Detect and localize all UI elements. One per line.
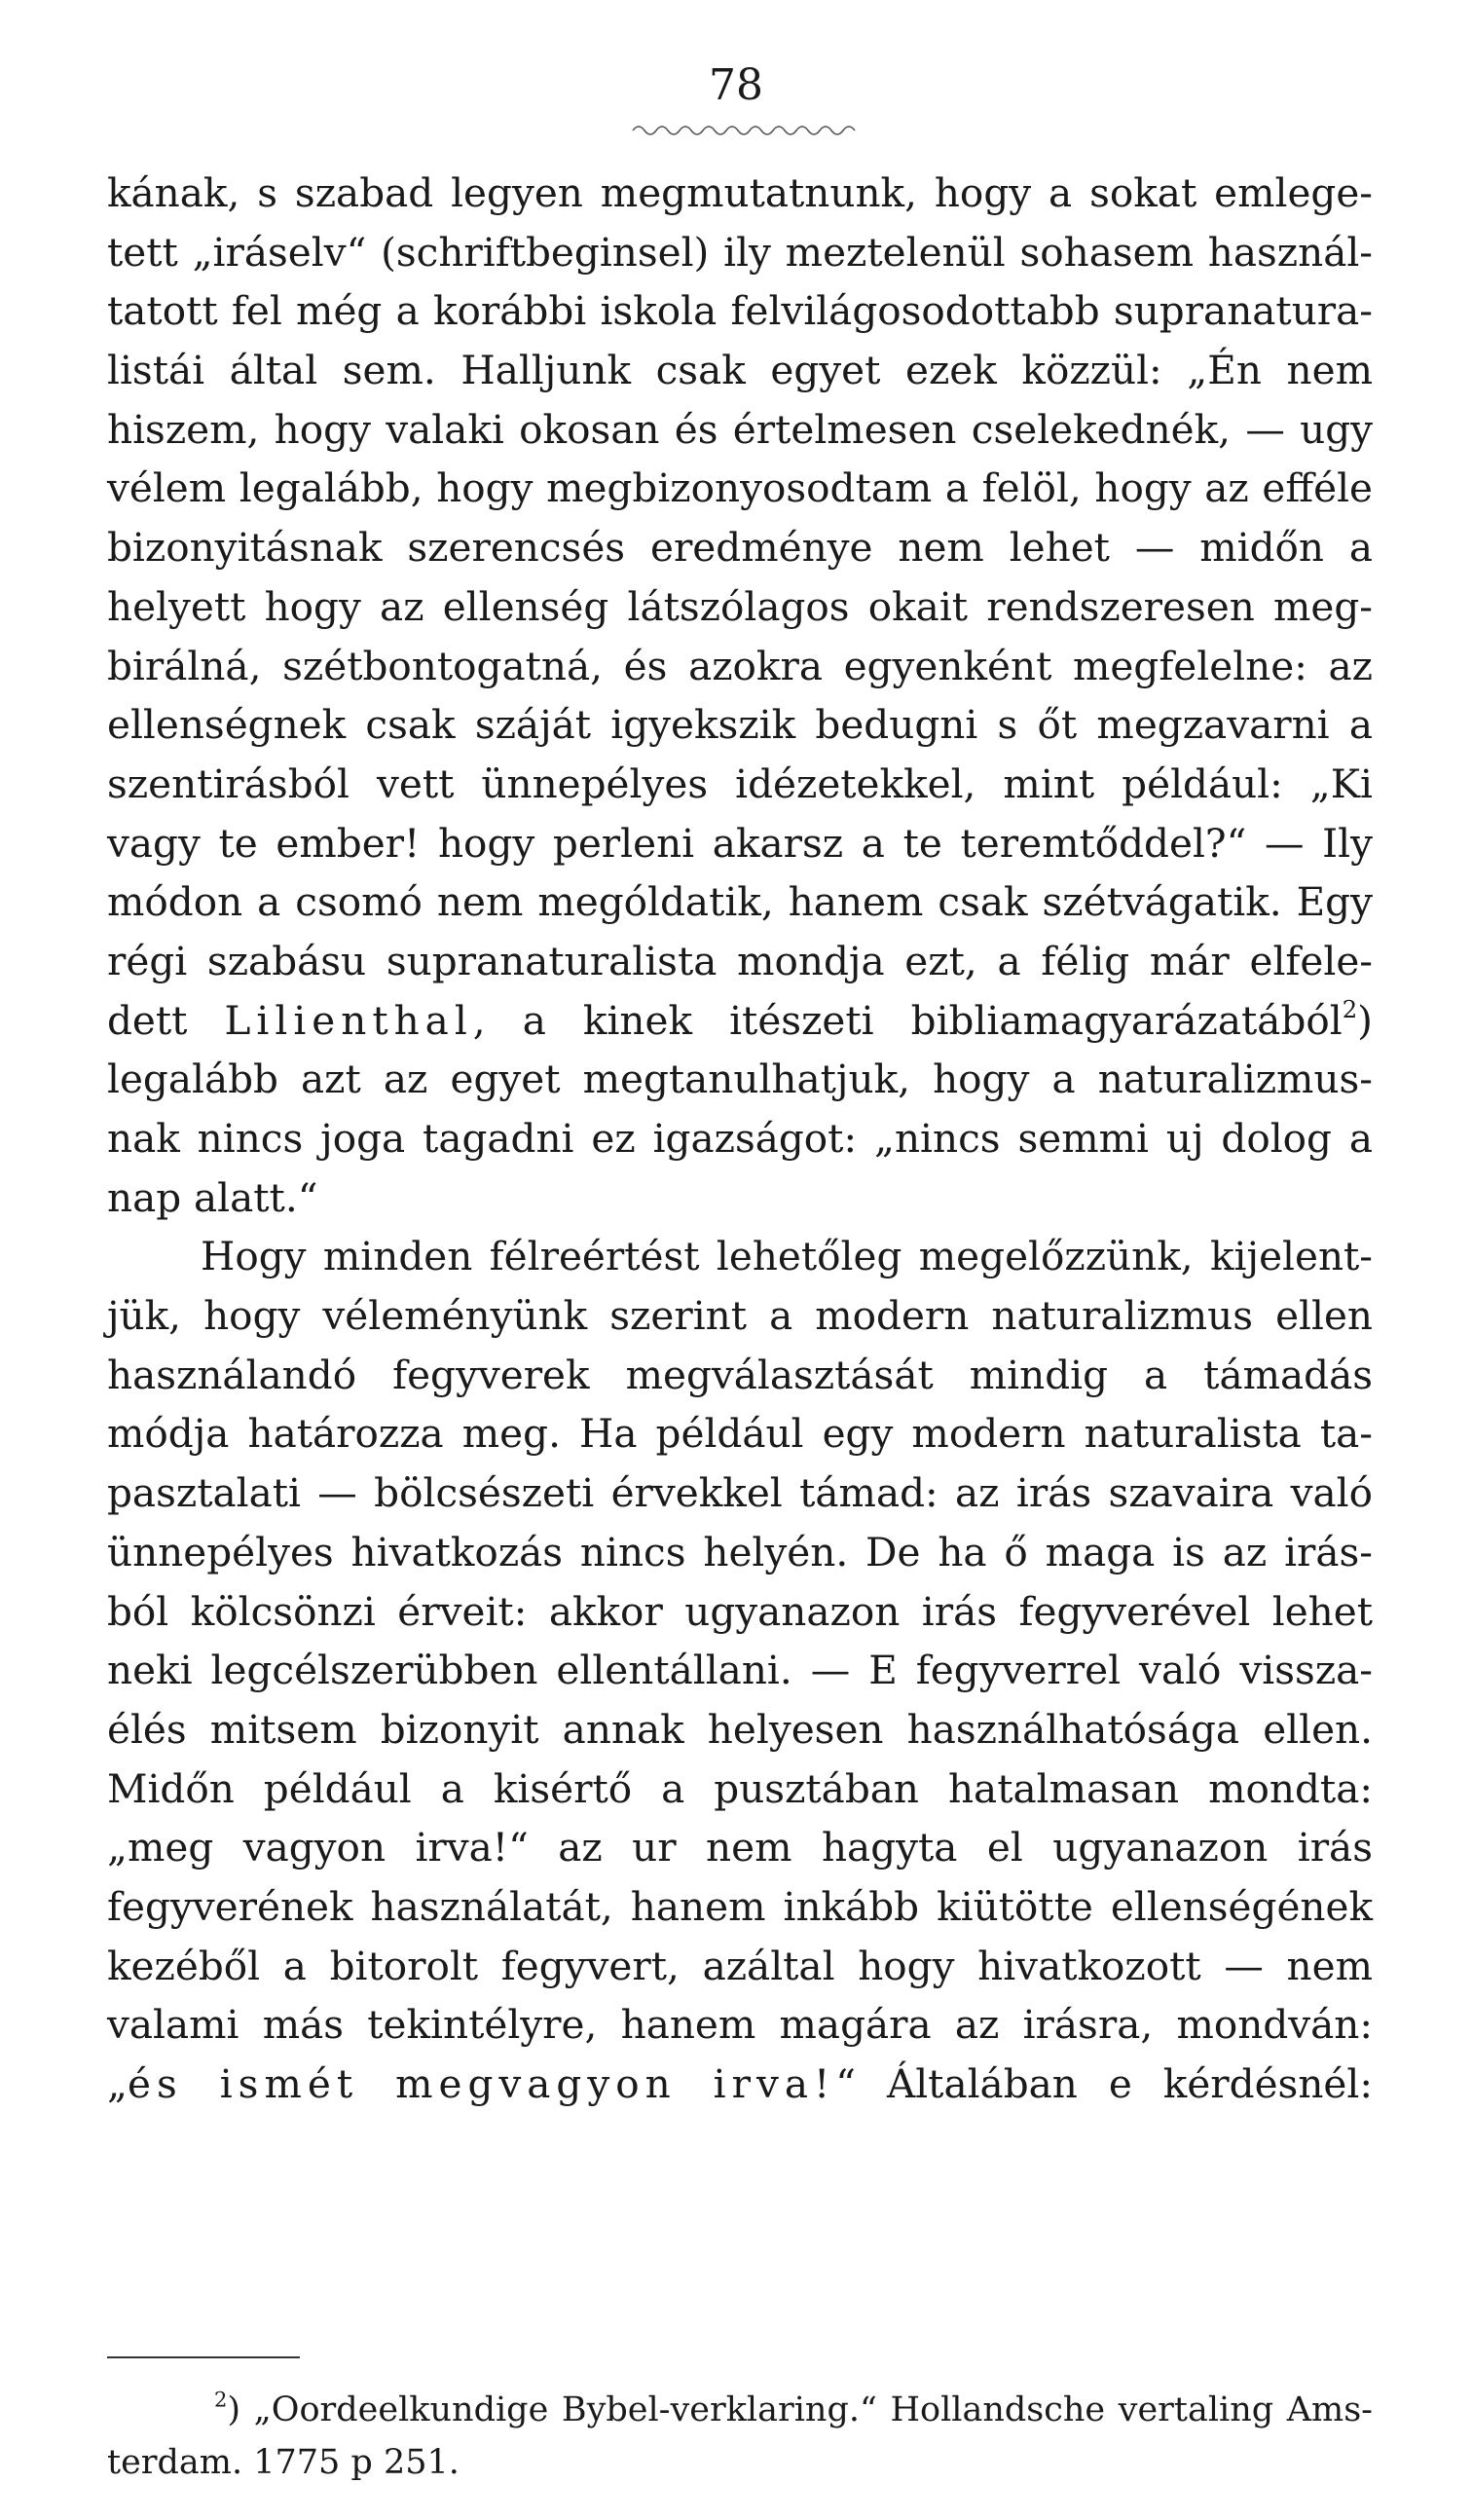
footnote-divider	[107, 2356, 300, 2358]
text-line: bizonyitásnak szerencsés eredménye nem lehet — midőn a	[107, 524, 1373, 572]
text-segment: , a kinek itészeti bibliamagyarázatából	[472, 996, 1343, 1044]
text-line: Midőn például a kisértő a pusztában hatalmasan mondta:	[107, 1764, 1373, 1812]
paragraph-end-line: nap alatt.“	[107, 1173, 318, 1221]
footnote-reference: 2	[1342, 994, 1358, 1023]
text-line-final	[107, 2055, 1373, 2114]
text-line: vagy te ember! hogy perleni akarsz a te teremtőddel?“ — Ily	[107, 819, 1373, 867]
page-number: 78	[709, 60, 763, 110]
text-line: élés mitsem bizonyit annak helyesen használhatósága ellen.	[107, 1705, 1373, 1753]
text-line: neki legcélszerübben ellentállani. — E fegyverrel való vissza-	[107, 1647, 1373, 1694]
text-line: régi szabásu supranaturalista mondja ezt, a félig már elfele-	[107, 937, 1373, 984]
body-text	[107, 164, 1373, 2114]
spaced-phrase: és ismét megvagyon irva!	[127, 2060, 836, 2107]
text-line: hiszem, hogy valaki okosan és értelmesen cselekednék, — ugy	[107, 405, 1373, 453]
text-segment: „	[107, 2060, 128, 2107]
text-line: legalább azt az egyet megtanulhatjuk, hogy a naturalizmus-	[107, 1056, 1373, 1103]
spaced-name-lilienthal: Lilienthal	[224, 996, 473, 1044]
text-line: helyett hogy az ellenség látszólagos okait rendszeresen meg-	[107, 582, 1373, 630]
text-line: listái által sem. Halljunk csak egyet ezek közzül: „Én nem	[107, 347, 1373, 394]
text-line-lilienthal	[107, 991, 1373, 1051]
text-line: ellenségnek csak száját igyekszik bedugni s őt megzavarni a	[107, 701, 1373, 749]
text-line: használandó fegyverek megválasztását mindig a támadás	[107, 1351, 1373, 1398]
text-line: szentirásból vett ünnepélyes idézetekkel, mint például: „Ki	[107, 760, 1373, 807]
text-line: jük, hogy véleményünk szerint a modern naturalizmus ellen	[107, 1292, 1373, 1340]
text-line: ból kölcsönzi érveit: akkor ugyanazon irás fegyverével lehet	[107, 1587, 1373, 1635]
text-line: kezéből a bitorolt fegyvert, azáltal hogy hivatkozott — nem	[107, 1942, 1373, 1989]
text-line: pasztalati — bölcsészeti érvekkel támad: az irás szavaira való	[107, 1469, 1373, 1517]
text-line: módja határozza meg. Ha például egy modern naturalista ta-	[107, 1410, 1373, 1458]
text-line: tett „iráselv“ (schriftbeginsel) ily meztelenül sohasem használ-	[107, 228, 1373, 276]
text-line: vélem legalább, hogy megbizonyosodtam a felöl, hogy az efféle	[107, 464, 1373, 512]
text-line: módon a csomó nem mególdatik, hanem csak szétvágatik. Egy	[107, 878, 1373, 926]
text-line: tatott fel még a korábbi iskola felvilágosodottabb supranatura-	[107, 287, 1373, 335]
text-line: „meg vagyon irva!“ az ur nem hagyta el ugyanazon irás	[107, 1824, 1373, 1871]
text-line: valami más tekintélyre, hanem magára az irásra, mondván:	[107, 2001, 1373, 2049]
text-line: birálná, szétbontogatná, és azokra egyenként megfelelne: az	[107, 642, 1373, 689]
wavy-ornament-divider	[631, 119, 859, 138]
text-line: nak nincs joga tagadni ez igazságot: „nincs semmi uj dolog a	[107, 1115, 1373, 1162]
text-line: ünnepélyes hivatkozás nincs helyén. De ha ő maga is az irás-	[107, 1528, 1373, 1575]
text-line: fegyverének használatát, hanem inkább kiütötte ellenségének	[107, 1882, 1373, 1930]
footnote-line	[107, 2384, 1373, 2436]
footnotes	[107, 2384, 1373, 2489]
text-segment: “	[835, 2060, 856, 2107]
text-segment: dett	[107, 996, 225, 1044]
footnote-marker: 2	[214, 2388, 228, 2412]
text-line: kának, s szabad legyen megmutatnunk, hogy a sokat emlege-	[107, 169, 1373, 216]
footnote-line: terdam. 1775 p 251.	[107, 2443, 460, 2482]
footnote-text: ) „Oordeelkundige Bybel-verklaring.“ Hollandsche vertaling Ams-	[227, 2390, 1373, 2429]
paragraph-start-line: Hogy minden félreértést lehetőleg megelőzzünk, kijelent-	[201, 1233, 1373, 1280]
text-segment: Általában e kérdésnél:	[856, 2060, 1373, 2107]
text-segment: )	[1357, 996, 1373, 1044]
